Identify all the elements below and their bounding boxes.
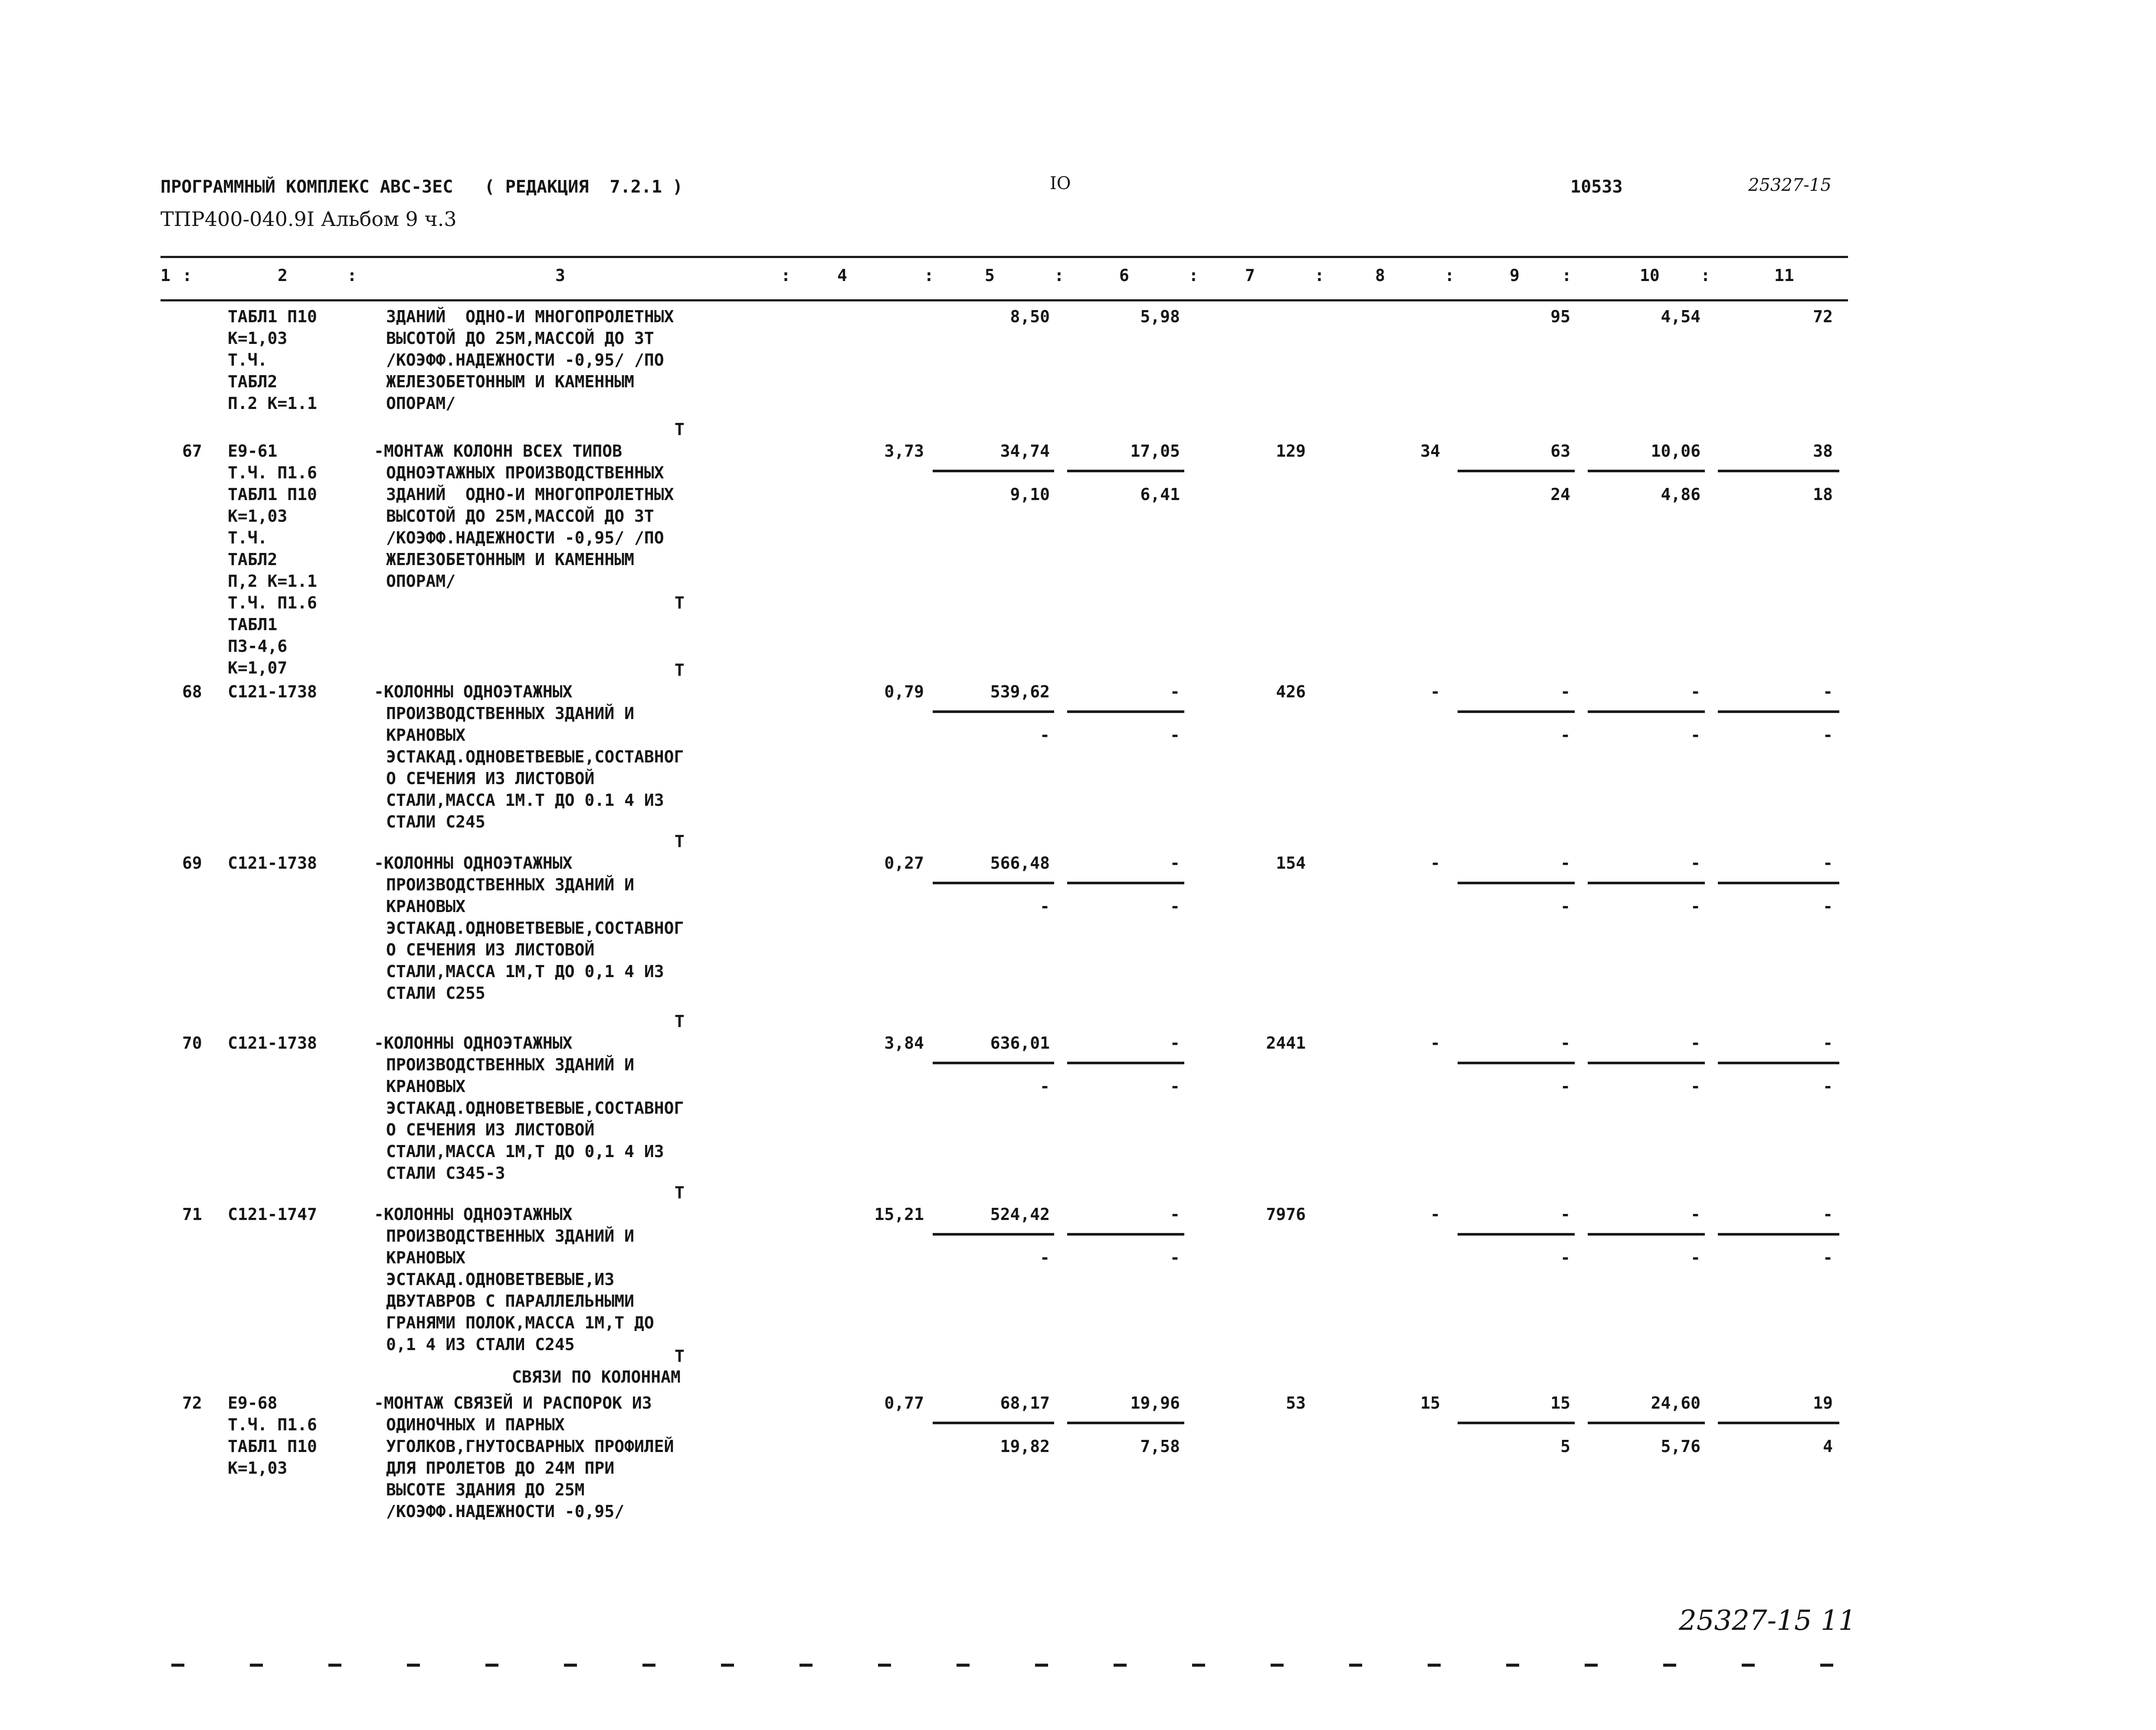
cell-c6: -: [1170, 1205, 1180, 1224]
row-number: 68: [182, 682, 202, 701]
cell-c6-lower: 7,58: [1140, 1437, 1180, 1456]
footer-dash: [799, 1664, 813, 1667]
row-description: /КОЭФФ.НАДЕЖНОСТИ -0,95/ /ПО: [386, 528, 664, 547]
cell-c7: 53: [1286, 1393, 1306, 1413]
column-separator: :: [347, 266, 357, 285]
fraction-line: [1588, 1233, 1705, 1236]
column-header-2: 2: [278, 266, 288, 285]
row-description: ВЫСОТЕ ЗДАНИЯ ДО 25М: [386, 1480, 585, 1499]
row-description: ВЫСОТОЙ ДО 25М,МАССОЙ ДО 3Т: [386, 329, 654, 348]
cell-c10: -: [1691, 1205, 1701, 1224]
row-description: О СЕЧЕНИЯ ИЗ ЛИСТОВОЙ: [386, 769, 595, 788]
cell-c10: -: [1691, 682, 1701, 701]
cell-c6-lower: 6,41: [1140, 485, 1180, 504]
column-separator: :: [1562, 266, 1572, 285]
cell-c11: -: [1823, 854, 1833, 873]
t-marker: Т: [675, 593, 685, 612]
fraction-line: [1588, 1422, 1705, 1424]
row-description: О СЕЧЕНИЯ ИЗ ЛИСТОВОЙ: [386, 940, 595, 959]
footer-dash: [1349, 1664, 1362, 1667]
fraction-line: [1458, 1062, 1575, 1064]
fraction-line: [1458, 1233, 1575, 1236]
fraction-line: [1718, 882, 1839, 884]
row-description: СТАЛИ С255: [386, 984, 485, 1003]
cell-c10-lower: -: [1691, 897, 1701, 916]
fraction-line: [1588, 470, 1705, 472]
cell-c10: -: [1691, 854, 1701, 873]
cell-c11: 38: [1813, 441, 1833, 461]
footer-dash: [1192, 1664, 1205, 1667]
cell-c10-lower: 5,76: [1661, 1437, 1701, 1456]
row-description: /КОЭФФ.НАДЕЖНОСТИ -0,95/: [386, 1502, 625, 1521]
row-description: СТАЛИ С245: [386, 812, 485, 831]
footer-dash: [407, 1664, 420, 1667]
cell-c6: 17,05: [1130, 441, 1180, 461]
row-description: ВЫСОТОЙ ДО 25М,МАССОЙ ДО 3Т: [386, 507, 654, 526]
cell-c11-lower: -: [1823, 1077, 1833, 1096]
fraction-line: [1067, 1062, 1184, 1064]
row-description: ОДНОЭТАЖНЫХ ПРОИЗВОДСТВЕННЫХ: [386, 463, 664, 482]
column-separator: :: [1445, 266, 1455, 285]
row-description: КРАНОВЫХ: [386, 726, 466, 745]
row-description: ЭСТАКАД.ОДНОВЕТВЕВЫЕ,СОСТАВНОГ: [386, 919, 684, 938]
footer-dash: [1506, 1664, 1519, 1667]
column-separator: :: [924, 266, 934, 285]
fraction-line: [1458, 1422, 1575, 1424]
row-description: -КОЛОННЫ ОДНОЭТАЖНЫХ: [374, 1205, 573, 1224]
cell-c6-lower: -: [1170, 1077, 1180, 1096]
fraction-line: [1067, 882, 1184, 884]
fraction-line: [933, 882, 1054, 884]
cell-c5: 34,74: [1000, 441, 1050, 461]
t-marker: Т: [675, 661, 685, 680]
column-header-10: 10: [1640, 266, 1660, 285]
row-description: ДЛЯ ПРОЛЕТОВ ДО 24М ПРИ: [386, 1459, 615, 1478]
row-description: ЖЕЛЕЗОБЕТОННЫМ И КАМЕННЫМ: [386, 372, 634, 391]
code-number: 10533: [1570, 177, 1623, 197]
cell-c10-lower: -: [1691, 1077, 1701, 1096]
cell-c11: -: [1823, 1033, 1833, 1053]
cell-c9-lower: -: [1560, 726, 1570, 745]
row-number: 69: [182, 854, 202, 873]
handwritten-note: 25327-15 11: [1679, 1605, 1856, 1637]
row-reference: К=1,03: [228, 329, 288, 348]
column-header-3: 3: [555, 266, 565, 285]
fraction-line: [1458, 710, 1575, 713]
column-header-4: 4: [837, 266, 847, 285]
row-reference: ТАБЛ1: [228, 615, 278, 634]
row-description: ЗДАНИЙ ОДНО-И МНОГОПРОЛЕТНЫХ: [386, 485, 674, 504]
row-reference: ТАБЛ1 П10: [228, 1437, 317, 1456]
row-reference: Т.Ч.: [228, 350, 268, 370]
fraction-line: [933, 1233, 1054, 1236]
t-marker: Т: [675, 832, 685, 851]
fraction-line: [933, 1422, 1054, 1424]
column-separator: :: [1054, 266, 1064, 285]
cell-c6: -: [1170, 682, 1180, 701]
footer-dash: [1035, 1664, 1048, 1667]
row-description: СТАЛИ,МАССА 1М,Т ДО 0,1 4 ИЗ: [386, 962, 664, 981]
cell-c6: -: [1170, 1033, 1180, 1053]
row-description: ЭСТАКАД.ОДНОВЕТВЕВЫЕ,СОСТАВНОГ: [386, 1099, 684, 1118]
table-header-rule: [161, 299, 1848, 301]
cell-c4: 0,77: [884, 1393, 924, 1413]
row-number: 72: [182, 1393, 202, 1413]
fraction-line: [1718, 1422, 1839, 1424]
section-title: СВЯЗИ ПО КОЛОННАМ: [512, 1367, 681, 1387]
cell-c9-lower: 24: [1550, 485, 1570, 504]
cell-c10: 24,60: [1651, 1393, 1701, 1413]
cell-c8: -: [1430, 854, 1440, 873]
cell-c10-lower: 4,86: [1661, 485, 1701, 504]
row-description: О СЕЧЕНИЯ ИЗ ЛИСТОВОЙ: [386, 1120, 595, 1139]
cell-c5: 68,17: [1000, 1393, 1050, 1413]
footer-dash: [878, 1664, 891, 1667]
cell-c11-lower: -: [1823, 1248, 1833, 1267]
album-title: ТПР400-040.9I Альбом 9 ч.3: [161, 207, 457, 231]
cell-c11-lower: 18: [1813, 485, 1833, 504]
fraction-line: [1067, 1422, 1184, 1424]
cell-c6: 5,98: [1140, 307, 1180, 326]
fraction-line: [1588, 882, 1705, 884]
footer-dash: [1742, 1664, 1755, 1667]
cell-c9: -: [1560, 1205, 1570, 1224]
footer-dash: [1114, 1664, 1127, 1667]
row-description: КРАНОВЫХ: [386, 897, 466, 916]
cell-c11: 72: [1813, 307, 1833, 326]
cell-c10: 10,06: [1651, 441, 1701, 461]
row-description: ПРОИЗВОДСТВЕННЫХ ЗДАНИЙ И: [386, 1055, 634, 1074]
row-number: 71: [182, 1205, 202, 1224]
cell-c5-lower: -: [1040, 1077, 1050, 1096]
footer-dash: [250, 1664, 263, 1667]
row-reference: К=1,07: [228, 658, 288, 677]
fraction-line: [1458, 882, 1575, 884]
cell-c5-lower: -: [1040, 726, 1050, 745]
column-header-5: 5: [985, 266, 995, 285]
cell-c9-lower: -: [1560, 1248, 1570, 1267]
fraction-line: [1718, 1233, 1839, 1236]
row-reference: ТАБЛ2: [228, 550, 278, 569]
cell-c9: -: [1560, 682, 1570, 701]
footer-dash: [328, 1664, 341, 1667]
row-description: ЭСТАКАД.ОДНОВЕТВЕВЫЕ,ИЗ: [386, 1270, 615, 1289]
cell-c7: 154: [1276, 854, 1306, 873]
row-description: ОДИНОЧНЫХ И ПАРНЫХ: [386, 1415, 565, 1434]
cell-c6: 19,96: [1130, 1393, 1180, 1413]
row-reference: С121-1738: [228, 854, 317, 873]
fraction-line: [1588, 710, 1705, 713]
row-description: ОПОРАМ/: [386, 394, 456, 413]
row-number: 67: [182, 441, 202, 461]
fraction-line: [933, 1062, 1054, 1064]
row-description: СТАЛИ,МАССА 1М,Т ДО 0,1 4 ИЗ: [386, 1142, 664, 1161]
cell-c7: 7976: [1266, 1205, 1306, 1224]
cell-c5: 566,48: [990, 854, 1050, 873]
footer-dash: [1663, 1664, 1676, 1667]
row-reference: П3-4,6: [228, 637, 288, 656]
column-header-8: 8: [1375, 266, 1385, 285]
fraction-line: [1067, 710, 1184, 713]
column-separator: :: [182, 266, 192, 285]
cell-c5-lower: 9,10: [1010, 485, 1050, 504]
t-marker: Т: [675, 420, 685, 439]
row-description: ДВУТАВРОВ С ПАРАЛЛЕЛЬНЫМИ: [386, 1292, 634, 1311]
footer-dash: [171, 1664, 184, 1667]
row-reference: ТАБЛ1 П10: [228, 307, 317, 326]
row-description: 0,1 4 ИЗ СТАЛИ С245: [386, 1335, 575, 1354]
column-header-11: 11: [1774, 266, 1794, 285]
cell-c5: 539,62: [990, 682, 1050, 701]
column-header-9: 9: [1510, 266, 1520, 285]
cell-c5-lower: -: [1040, 1248, 1050, 1267]
fraction-line: [933, 710, 1054, 713]
cell-c9: 15: [1550, 1393, 1570, 1413]
cell-c4: 15,21: [874, 1205, 924, 1224]
cell-c7: 2441: [1266, 1033, 1306, 1053]
footer-dash: [1271, 1664, 1284, 1667]
cell-c4: 3,73: [884, 441, 924, 461]
footer-dash: [1820, 1664, 1833, 1667]
footer-dash: [485, 1664, 498, 1667]
column-separator: :: [781, 266, 791, 285]
footer-dash: [564, 1664, 577, 1667]
row-reference: К=1,03: [228, 507, 288, 526]
row-reference: Т.Ч. П1.6: [228, 1415, 317, 1434]
footer-dash: [642, 1664, 655, 1667]
row-description: ПРОИЗВОДСТВЕННЫХ ЗДАНИЙ И: [386, 875, 634, 894]
column-separator: :: [1701, 266, 1710, 285]
column-separator: :: [1189, 266, 1199, 285]
row-description: -КОЛОННЫ ОДНОЭТАЖНЫХ: [374, 1033, 573, 1053]
row-number: 70: [182, 1033, 202, 1053]
row-reference: Е9-68: [228, 1393, 278, 1413]
cell-c11-lower: -: [1823, 726, 1833, 745]
row-description: ГРАНЯМИ ПОЛОК,МАССА 1М,Т ДО: [386, 1313, 654, 1332]
t-marker: Т: [675, 1347, 685, 1366]
document-number: 25327-15: [1748, 175, 1832, 195]
cell-c10-lower: -: [1691, 1248, 1701, 1267]
cell-c6-lower: -: [1170, 897, 1180, 916]
cell-c5: 8,50: [1010, 307, 1050, 326]
cell-c4: 3,84: [884, 1033, 924, 1053]
cell-c9-lower: -: [1560, 1077, 1570, 1096]
cell-c9: -: [1560, 854, 1570, 873]
cell-c9: -: [1560, 1033, 1570, 1053]
cell-c7: 129: [1276, 441, 1306, 461]
fraction-line: [1718, 1062, 1839, 1064]
cell-c6: -: [1170, 854, 1180, 873]
row-reference: Т.Ч. П1.6: [228, 463, 317, 482]
cell-c7: 426: [1276, 682, 1306, 701]
fraction-line: [1067, 1233, 1184, 1236]
cell-c11-lower: -: [1823, 897, 1833, 916]
row-description: -КОЛОННЫ ОДНОЭТАЖНЫХ: [374, 854, 573, 873]
row-description: ПРОИЗВОДСТВЕННЫХ ЗДАНИЙ И: [386, 1226, 634, 1246]
row-reference: Т.Ч.: [228, 528, 268, 547]
row-description: ЖЕЛЕЗОБЕТОННЫМ И КАМЕННЫМ: [386, 550, 634, 569]
row-reference: К=1,03: [228, 1459, 288, 1478]
footer-dash: [1428, 1664, 1441, 1667]
fraction-line: [1067, 470, 1184, 472]
row-description: УГОЛКОВ,ГНУТОСВАРНЫХ ПРОФИЛЕЙ: [386, 1437, 674, 1456]
row-description: СТАЛИ С345-3: [386, 1164, 505, 1183]
cell-c4: 0,27: [884, 854, 924, 873]
row-reference: Т.Ч. П1.6: [228, 593, 317, 612]
row-description: ОПОРАМ/: [386, 572, 456, 591]
cell-c10: 4,54: [1661, 307, 1701, 326]
page-number: IO: [1050, 173, 1071, 193]
t-marker: Т: [675, 1183, 685, 1202]
column-separator: :: [1314, 266, 1324, 285]
cell-c6-lower: -: [1170, 1248, 1180, 1267]
row-reference: П.2 К=1.1: [228, 394, 317, 413]
fraction-line: [1588, 1062, 1705, 1064]
row-description: ПРОИЗВОДСТВЕННЫХ ЗДАНИЙ И: [386, 704, 634, 723]
cell-c8: 34: [1420, 441, 1440, 461]
cell-c11: 19: [1813, 1393, 1833, 1413]
cell-c9: 63: [1550, 441, 1570, 461]
cell-c8: 15: [1420, 1393, 1440, 1413]
footer-dash: [721, 1664, 734, 1667]
cell-c8: -: [1430, 682, 1440, 701]
cell-c11: -: [1823, 682, 1833, 701]
row-reference: С121-1738: [228, 1033, 317, 1053]
row-reference: ТАБЛ1 П10: [228, 485, 317, 504]
row-reference: Е9-61: [228, 441, 278, 461]
footer-dash: [957, 1664, 970, 1667]
cell-c10-lower: -: [1691, 726, 1701, 745]
row-description: КРАНОВЫХ: [386, 1077, 466, 1096]
fraction-line: [1718, 470, 1839, 472]
cell-c9-lower: -: [1560, 897, 1570, 916]
cell-c8: -: [1430, 1205, 1440, 1224]
cell-c11-lower: 4: [1823, 1437, 1833, 1456]
fraction-line: [1718, 710, 1839, 713]
row-description: ЗДАНИЙ ОДНО-И МНОГОПРОЛЕТНЫХ: [386, 307, 674, 326]
cell-c5: 524,42: [990, 1205, 1050, 1224]
row-reference: С121-1747: [228, 1205, 317, 1224]
cell-c9: 95: [1550, 307, 1570, 326]
fraction-line: [933, 470, 1054, 472]
cell-c9-lower: 5: [1560, 1437, 1570, 1456]
row-description: -МОНТАЖ СВЯЗЕЙ И РАСПОРОК ИЗ: [374, 1393, 652, 1413]
row-description: ЭСТАКАД.ОДНОВЕТВЕВЫЕ,СОСТАВНОГ: [386, 747, 684, 766]
cell-c5-lower: -: [1040, 897, 1050, 916]
fraction-line: [1458, 470, 1575, 472]
column-header-6: 6: [1119, 266, 1129, 285]
row-description: СТАЛИ,МАССА 1М.Т ДО 0.1 4 ИЗ: [386, 791, 664, 810]
cell-c5-lower: 19,82: [1000, 1437, 1050, 1456]
column-header-7: 7: [1245, 266, 1255, 285]
row-reference: С121-1738: [228, 682, 317, 701]
cell-c10: -: [1691, 1033, 1701, 1053]
program-title: ПРОГРАММНЫЙ КОМПЛЕКС АВС-3ЕС ( РЕДАКЦИЯ 7.2.1 ): [161, 177, 683, 197]
table-top-rule: [161, 256, 1848, 258]
cell-c6-lower: -: [1170, 726, 1180, 745]
row-description: КРАНОВЫХ: [386, 1248, 466, 1267]
cell-c5: 636,01: [990, 1033, 1050, 1053]
row-description: /КОЭФФ.НАДЕЖНОСТИ -0,95/ /ПО: [386, 350, 664, 370]
row-description: -КОЛОННЫ ОДНОЭТАЖНЫХ: [374, 682, 573, 701]
t-marker: Т: [675, 1012, 685, 1031]
row-reference: ТАБЛ2: [228, 372, 278, 391]
row-description: -МОНТАЖ КОЛОНН ВСЕХ ТИПОВ: [374, 441, 622, 461]
footer-dash: [1585, 1664, 1598, 1667]
cell-c4: 0,79: [884, 682, 924, 701]
row-reference: П,2 К=1.1: [228, 572, 317, 591]
cell-c11: -: [1823, 1205, 1833, 1224]
column-header-1: 1: [161, 266, 170, 285]
cell-c8: -: [1430, 1033, 1440, 1053]
